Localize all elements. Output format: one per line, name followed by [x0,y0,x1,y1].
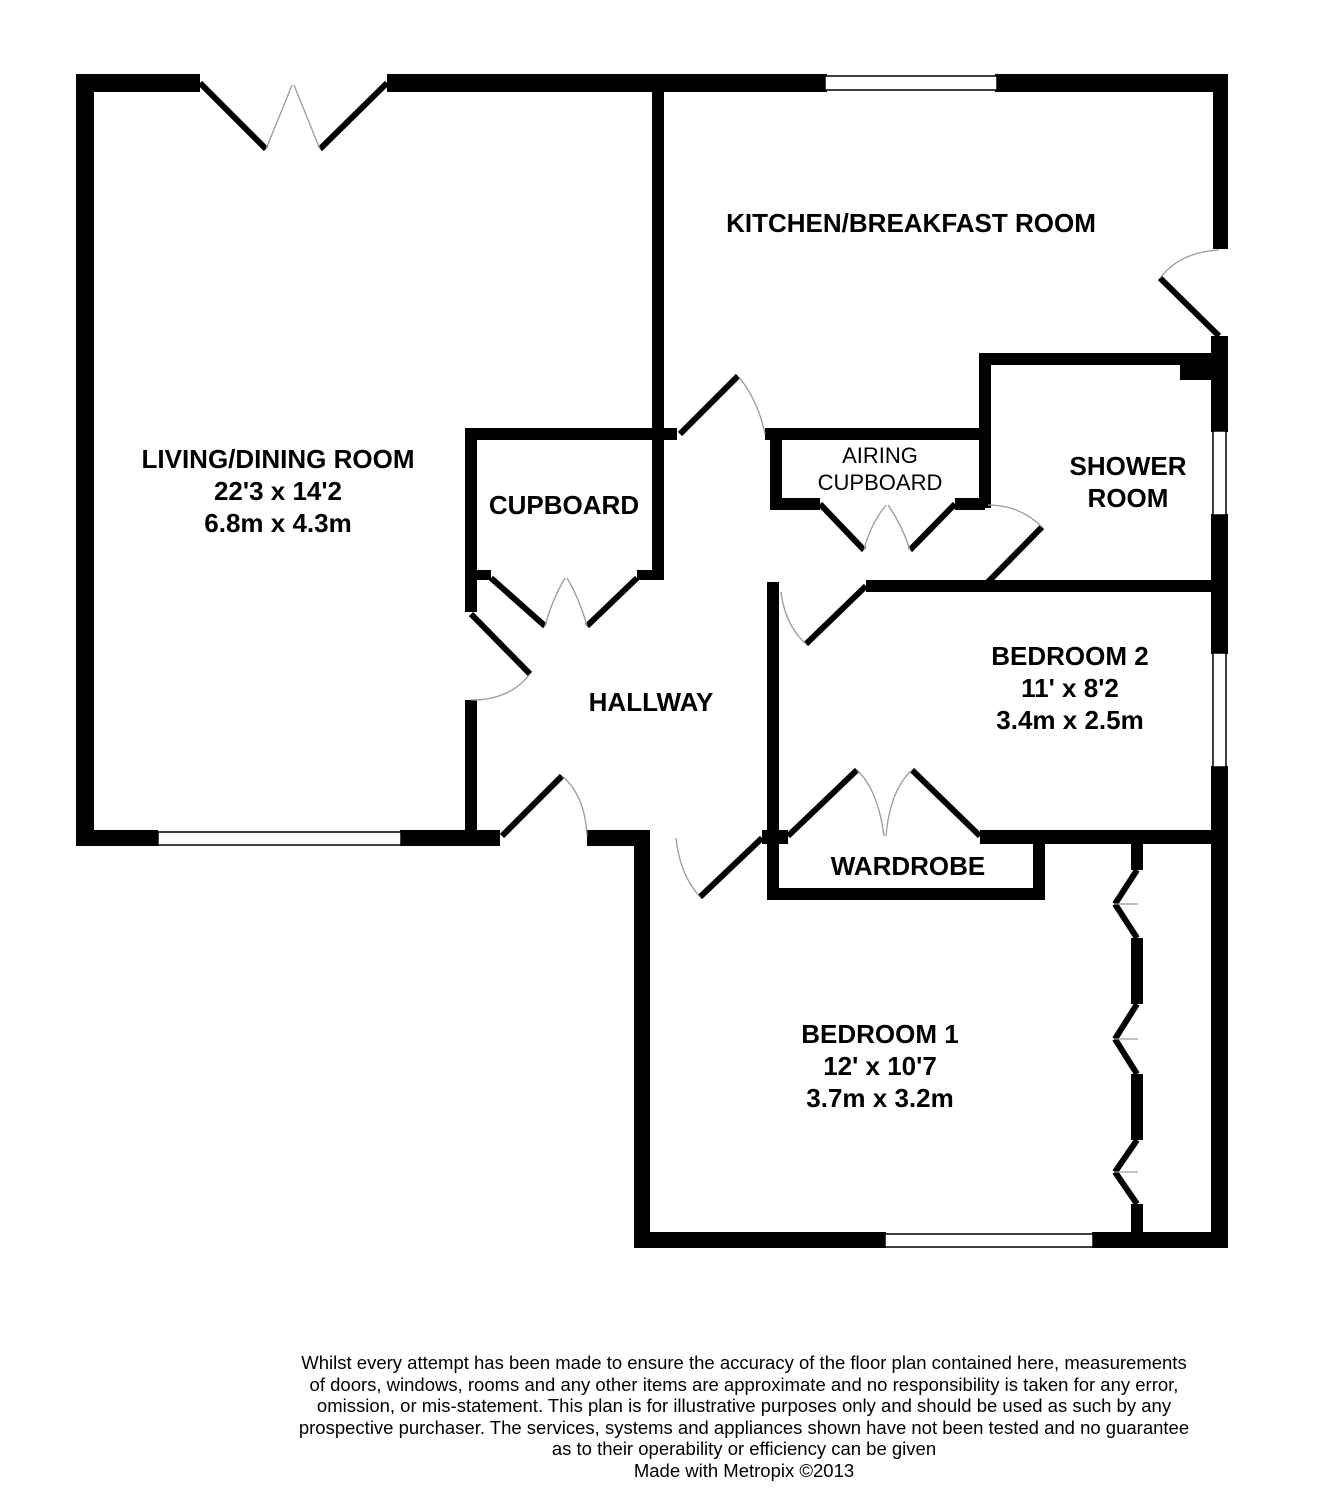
living-room-name: LIVING/DINING ROOM [141,444,415,474]
wall-b1-wardrobe-b [1131,938,1143,1004]
wall-north-mid [387,74,827,92]
wall-south-left [634,1232,886,1248]
wall-kitchen-west [652,88,664,434]
disclaimer-line: Whilst every attempt has been made to ensure the accuracy of the floor plan contained here, measurements [301,1352,1187,1373]
wall-living-west [76,74,94,846]
bedroom2-dim-imperial: 11' x 8'2 [1021,673,1119,703]
room-labels [142,208,1187,1113]
wall-shower-north [979,353,1214,365]
door-bedroom1 [676,838,762,897]
wall-bedroom1-west [634,830,650,1248]
wall-cupboard-north [465,428,677,440]
wardrobe-name: WARDROBE [830,851,986,881]
metropix-credit: Made with Metropix ©2013 [633,1459,855,1481]
bedroom1-dim-imperial: 12' x 10'7 [823,1051,937,1081]
hallway-name: HALLWAY [588,687,714,717]
wall-bedroom2-south-stub [762,830,788,844]
door-airing [820,504,955,550]
living-room-dim-imperial: 22'3 x 14'2 [213,476,343,506]
wall-cupboard-stub-left [465,570,491,580]
door-b1-wardrobe [1115,870,1138,1204]
door-living-north [200,83,387,149]
wall-b1-wardrobe-c [1131,1074,1143,1140]
bedroom2-dim-metric: 3.4m x 2.5m [996,705,1144,735]
wall-shower-west [979,353,991,508]
wall-bedroom2-west [767,582,779,900]
bedroom2-name: BEDROOM 2 [991,641,1149,671]
window-shower-east [1213,431,1226,515]
wall-living-east-lower [465,700,477,840]
wall-bedroom2-south [980,830,1228,844]
window-kitchen-north [825,76,997,90]
window-bedroom1-south [885,1234,1093,1247]
wall-living-east-upper [465,428,477,612]
wall-living-south-right [400,830,500,846]
shower-room-line2: ROOM [1087,483,1169,513]
wall-airing-west [770,428,782,510]
wall-airing-stub-left [770,498,820,510]
door-hall-kitchen [680,376,765,434]
door-shower [988,505,1042,582]
disclaimer [240,1352,1248,1481]
window-living-south [158,832,401,845]
wall-cupboard-east [652,428,664,580]
wall-east-bedroom1 [1211,836,1228,1248]
disclaimer-line: of doors, windows, rooms and any other items are approximate and no responsibility is taken for any error, [309,1373,1179,1395]
airing-cupboard-line1: AIRING [842,443,918,468]
wall-b1-wardrobe-d [1131,1204,1143,1236]
wall-b1-wardrobe-a [1131,842,1143,870]
wall-south-right [1092,1232,1228,1248]
door-wardrobe [788,770,980,836]
wall-north-left [76,74,200,92]
door-hall-south [502,776,587,836]
disclaimer-line: prospective purchaser. The services, systems and appliances shown have not been tested and no guarantee [298,1416,1190,1438]
wall-living-south-left [76,830,158,846]
disclaimer-line: as to their operability or efficiency can be given [551,1438,937,1459]
kitchen-name: KITCHEN/BREAKFAST ROOM [726,208,1096,238]
wall-airing-north [765,428,987,440]
door-kitchen-east [1160,250,1219,336]
wall-wardrobe-south [767,888,1045,900]
bedroom1-name: BEDROOM 1 [801,1019,959,1049]
shower-room-line1: SHOWER [1069,451,1187,481]
disclaimer-line: omission, or mis-statement. This plan is for illustrative purposes only and should be used as such by any [316,1395,1172,1416]
living-room-dim-metric: 6.8m x 4.3m [204,508,352,538]
door-hall-living [471,614,530,700]
wall-east-kitchen [1213,74,1228,249]
wall-shower-south [866,580,1228,592]
wall-cupboard-stub-right [637,570,664,580]
wall-north-right [995,74,1228,92]
bedroom1-dim-metric: 3.7m x 3.2m [806,1083,954,1113]
wall-shower-stack [1180,360,1214,380]
wall-east-lower [1211,336,1228,432]
window-bedroom2-east [1213,653,1226,767]
door-cupboard [491,578,637,626]
door-bedroom2 [781,586,866,644]
airing-cupboard-line2: CUPBOARD [817,470,943,495]
cupboard-name: CUPBOARD [488,490,640,520]
